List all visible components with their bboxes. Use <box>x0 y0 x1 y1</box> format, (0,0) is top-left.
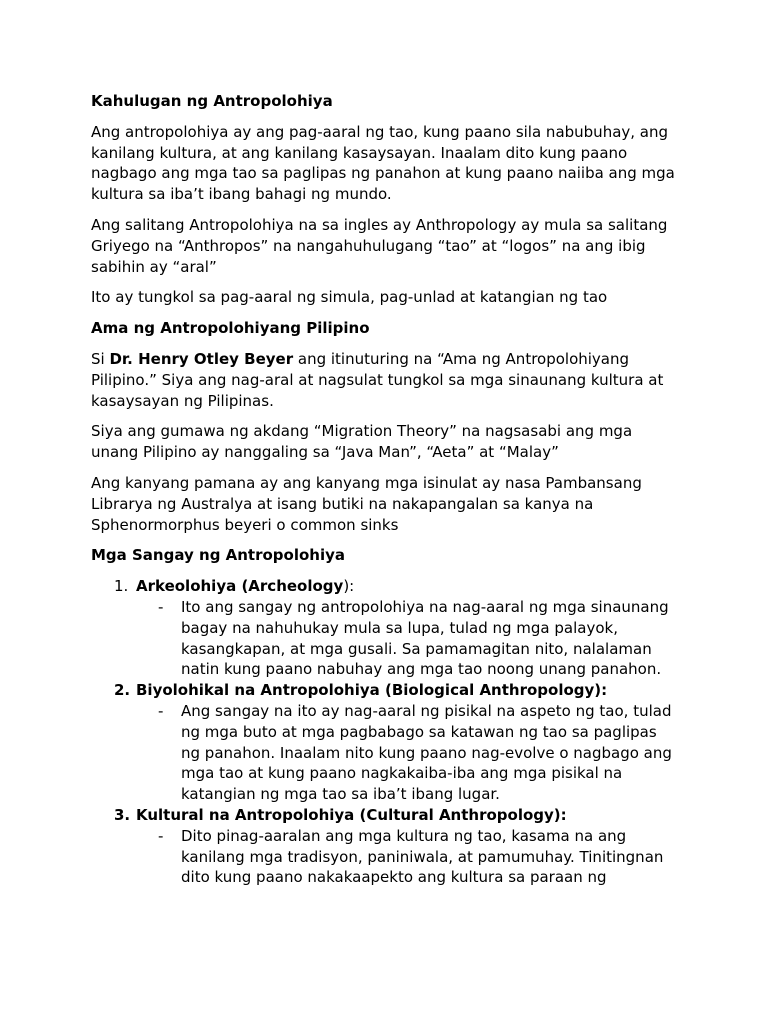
list-subitem <box>136 701 680 805</box>
branch-title-suffix: ): <box>343 577 355 596</box>
list-number: 2. <box>114 681 131 700</box>
beyer-name: Dr. Henry Otley Beyer <box>109 349 294 368</box>
branches-list <box>91 576 680 888</box>
section-heading-kahulugan: Kahulugan ng Antropolohiya <box>91 92 333 110</box>
paragraph-etymology: Ang salitang Antropolohiya na sa ingles ay Anthropology ay mula sa salitang Griyego na “Anthropos” na nangahuhulugang “tao” at “logos” na ang ibig sabihin ay “aral” <box>91 215 668 276</box>
list-number: 1. <box>114 577 129 596</box>
dash-bullet: - <box>158 826 164 845</box>
branch-description-kultural: Dito pinag-aaralan ang mga kultura ng tao, kasama na ang kanilang mga tradisyon, paniniwala, at pamumuhay. Tinitingnan dito kung paano nakakaapekto ang kultura sa paraan ng <box>181 826 664 887</box>
paragraph-topic: Ito ay tungkol sa pag-aaral ng simula, pag-unlad at katangian ng tao <box>91 288 608 307</box>
list-subitem <box>136 597 680 680</box>
branch-description-biyolohikal: Ang sangay na ito ay nag-aaral ng pisikal na aspeto ng tao, tulad ng mga buto at mga pagbabago sa katawan ng tao sa paglipas ng panahon. Inaalam nito kung paano nag-evolve o nagbago ang mga tao at kung paano nagkakaiba-iba ang mga pisikal na katangian ng mga tao sa iba’t ibang lugar. <box>181 701 672 804</box>
branch-title-kultural: Kultural na Antropolohiya (Cultural Anthropology): <box>136 805 567 824</box>
branch-description-arkeolohiya: Ito ang sangay ng antropolohiya na nag-aaral ng mga sinaunang bagay na nahuhukay mula sa lupa, tulad ng mga palayok, kasangkapan, at mga gusali. Sa pamamagitan nito, nalalaman natin kung paano nabuhay ang mga tao noong unang panahon. <box>181 597 669 679</box>
list-item-title <box>136 680 680 701</box>
paragraph-beyer <box>91 349 680 411</box>
branch-title-biyolohikal: Biyolohikal na Antropolohiya (Biological Anthropology): <box>136 681 608 700</box>
list-item-title <box>136 576 680 597</box>
paragraph-legacy: Ang kanyang pamana ay ang kanyang mga isinulat ay nasa Pambansang Librarya ng Australya at isang butiki na nakapangalan sa kanya na Sphenormorphus beyeri o common sinks <box>91 473 642 534</box>
list-item-arkeolohiya <box>91 576 680 680</box>
beyer-intro: Si <box>91 349 110 368</box>
paragraph-definition: Ang antropolohiya ay ang pag-aaral ng tao, kung paano sila nabubuhay, ang kanilang kultura, at ang kanilang kasaysayan. Inaalam dito kung paano nagbago ang mga tao sa paglipas ng panahon at kung paano naiiba ang mga kultura sa iba’t ibang bahagi ng mundo. <box>91 122 675 204</box>
section-heading-ama: Ama ng Antropolohiyang Pilipino <box>91 319 370 338</box>
paragraph-migration-theory: Siya ang gumawa ng akdang “Migration Theory” na nagsasabi ang mga unang Pilipino ay nanggaling sa “Java Man”, “Aeta” at “Malay” <box>91 422 633 462</box>
list-item-biyolohikal <box>91 680 680 805</box>
branch-title-arkeolohiya: Arkeolohiya (Archeology <box>136 577 344 596</box>
dash-bullet: - <box>158 597 164 616</box>
dash-bullet: - <box>158 701 164 720</box>
list-item-title <box>136 805 680 826</box>
section-heading-sangay: Mga Sangay ng Antropolohiya <box>91 546 346 565</box>
list-number: 3. <box>114 805 131 824</box>
list-subitem <box>136 826 680 888</box>
list-item-kultural <box>91 805 680 888</box>
beyer-description: ang itinuturing na “Ama ng Antropolohiyang Pilipino.” Siya ang nag-aral at nagsulat tungkol sa mga sinaunang kultura at kasaysayan ng Pilipinas. <box>91 349 664 410</box>
